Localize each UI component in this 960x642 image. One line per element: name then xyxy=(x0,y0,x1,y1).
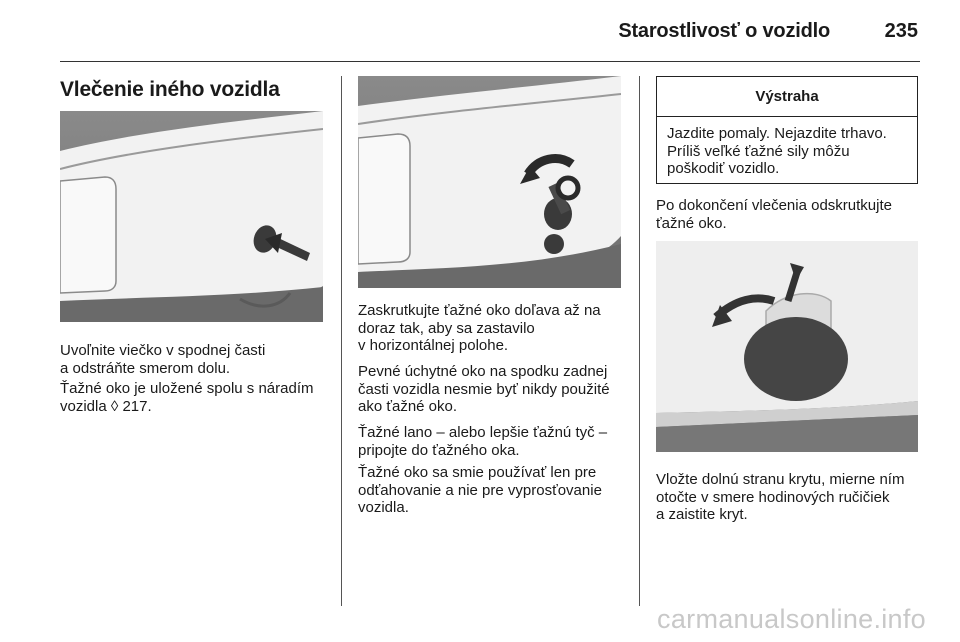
illustration-screw-tow-eye xyxy=(358,76,621,288)
page-reference-link[interactable]: 217. xyxy=(118,397,152,415)
column-divider-1 xyxy=(341,76,342,606)
running-header-title: Starostlivosť o vozidlo xyxy=(618,20,830,42)
page-number: 235 xyxy=(884,20,918,42)
paragraph-tow-eye-location: Ťažné oko je uložené spolu s náradím vozidla ◊ 217. xyxy=(60,380,314,415)
paragraph-refit-cover: Vložte dolnú stranu krytu, mierne ním otočte v smere hodinových ručičiek a zaistite kryt. xyxy=(656,471,905,523)
rear-bumper-cover-drawing xyxy=(60,111,323,322)
paragraph-remove-cover: Uvoľnite viečko v spodnej časti a odstráňte smerom dolu. xyxy=(60,342,266,377)
section-title: Vlečenie iného vozidla xyxy=(60,78,280,101)
cover-refit-drawing xyxy=(656,241,918,452)
warning-text: Jazdite pomaly. Nejazdite trhavo. Príliš veľké ťažné sily môžu poškodiť vozidlo. xyxy=(667,125,887,177)
tow-eye-drawing xyxy=(358,76,621,288)
paragraph-unscrew-eye: Po dokončení vlečenia odskrutkujte ťažné oko. xyxy=(656,197,892,232)
paragraph-attach-rope: Ťažné lano – alebo lepšie ťažnú tyč – pripojte do ťažného oka. xyxy=(358,424,608,459)
page-reference-icon: ◊ xyxy=(110,397,119,415)
paragraph-screw-in-eye: Zaskrutkujte ťažné oko doľava až na doraz tak, aby sa zastavilo v horizontálnej polohe. xyxy=(358,302,601,354)
illustration-remove-cover xyxy=(60,111,323,322)
illustration-refit-cover xyxy=(656,241,918,452)
watermark: carmanualsonline.info xyxy=(657,604,926,634)
warning-title: Výstraha xyxy=(657,77,917,117)
warning-box xyxy=(656,76,918,184)
paragraph-usage-note: Ťažné oko sa smie používať len pre odťahovanie a nie pre vyprosťovanie vozidla. xyxy=(358,464,602,516)
paragraph-fixed-eye-warning: Pevné úchytné oko na spodku zadnej časti vozidla nesmie byť nikdy použité ako ťažné oko. xyxy=(358,363,610,415)
header-rule xyxy=(60,61,920,62)
column-divider-2 xyxy=(639,76,640,606)
